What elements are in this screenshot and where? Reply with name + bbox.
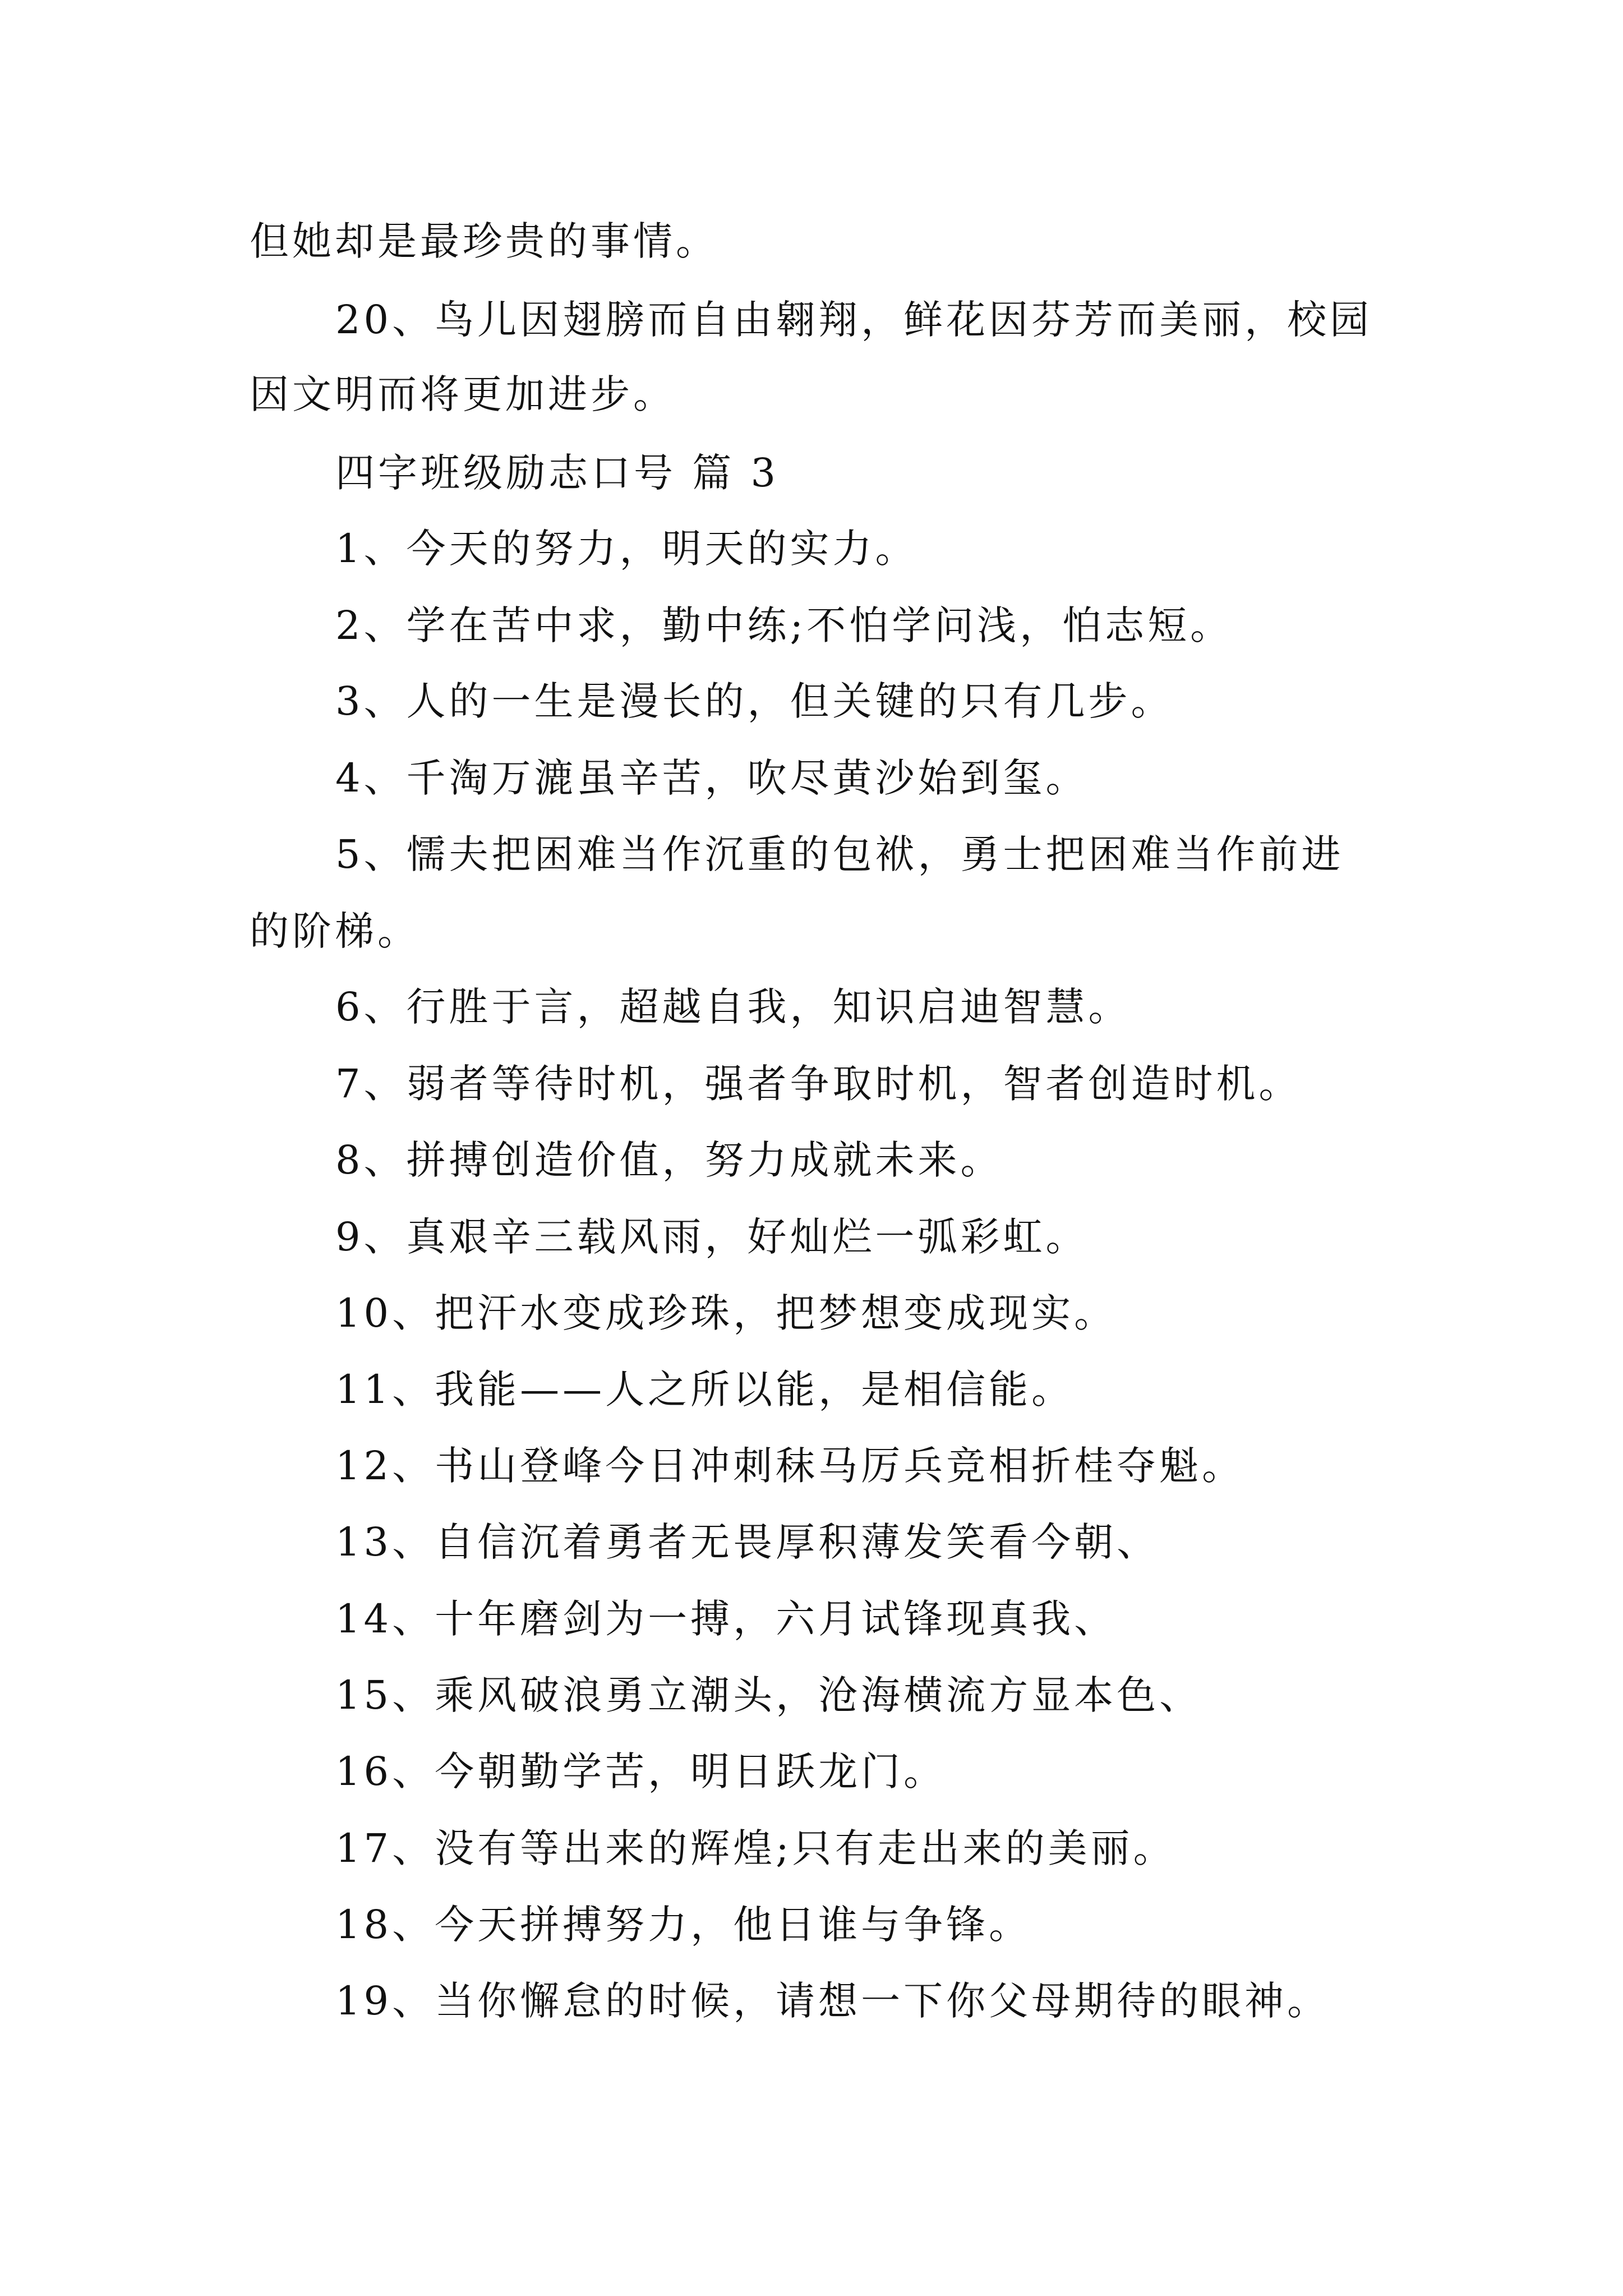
list-item: 16、今朝勤学苦，明日跃龙门。: [335, 1749, 947, 1795]
paragraph-continuation: 但她却是最珍贵的事情。: [250, 218, 718, 264]
list-item: 11、我能——人之所以能，是相信能。: [335, 1366, 1075, 1412]
list-item: 10、把汗水变成珍珠，把梦想变成现实。: [335, 1290, 1117, 1336]
list-item: 1、今天的努力，明天的实力。: [335, 526, 918, 572]
list-item: 13、自信沉着勇者无畏厚积薄发笑看今朝、: [335, 1519, 1160, 1565]
list-item: 6、行胜于言，超越自我，知识启迪智慧。: [335, 984, 1131, 1030]
list-item-20-line-1: 20、鸟儿因翅膀而自由翱翔，鲜花因芬芳而美丽，校园: [335, 297, 1373, 343]
list-item: 18、今天拼搏努力，他日谁与争锋。: [335, 1902, 1032, 1948]
section-heading: 四字班级励志口号 篇 3: [335, 450, 780, 496]
list-item-20-line-2: 因文明而将更加进步。: [250, 371, 676, 417]
list-item: 9、真艰辛三载风雨，好灿烂一弧彩虹。: [335, 1214, 1089, 1260]
list-item: 12、书山登峰今日冲刺秣马厉兵竞相折桂夺魁。: [335, 1443, 1245, 1489]
list-item: 17、没有等出来的辉煌;只有走出来的美丽。: [335, 1825, 1176, 1871]
list-item: 7、弱者等待时机，强者争取时机，智者创造时机。: [335, 1061, 1302, 1107]
list-item: 14、十年磨剑为一搏，六月试锋现真我、: [335, 1596, 1117, 1642]
list-item: 15、乘风破浪勇立潮头，沧海横流方显本色、: [335, 1672, 1202, 1718]
list-item: 2、学在苦中求，勤中练;不怕学问浅，怕志短。: [335, 602, 1233, 648]
list-item: 4、千淘万漉虽辛苦，吹尽黄沙始到玺。: [335, 755, 1089, 801]
list-item-continuation: 的阶梯。: [250, 908, 420, 954]
list-item: 8、拼搏创造价值，努力成就未来。: [335, 1137, 1003, 1183]
list-item: 3、人的一生是漫长的，但关键的只有几步。: [335, 678, 1174, 724]
list-item: 19、当你懈怠的时候，请想一下你父母期待的眼神。: [335, 1978, 1330, 2024]
list-item: 5、懦夫把困难当作沉重的包袱，勇士把困难当作前进: [335, 831, 1344, 877]
